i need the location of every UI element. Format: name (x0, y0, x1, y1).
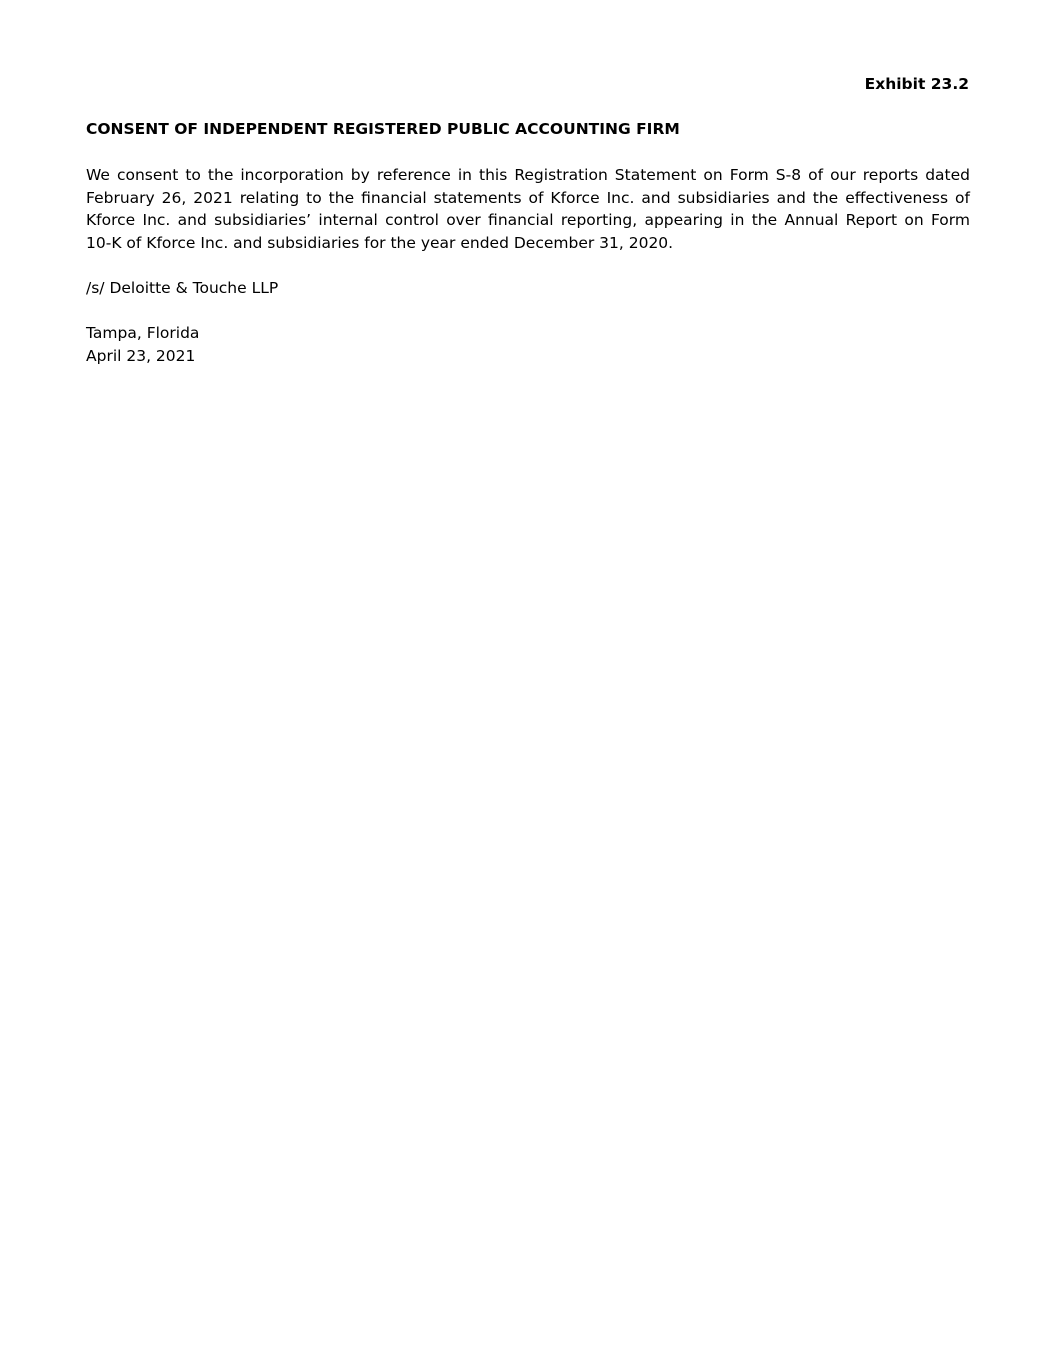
paragraph-line: February 26, 2021 relating to the financial statements of Kforce Inc. and subsidiaries and the effectiveness of (86, 188, 970, 207)
signature: /s/ Deloitte & Touche LLP (86, 279, 279, 297)
paragraph-line: Kforce Inc. and subsidiaries’ internal control over financial reporting, appearing in the Annual Report on Form (86, 211, 970, 230)
exhibit-label: Exhibit 23.2 (864, 75, 969, 93)
paragraph-line: 10-K of Kforce Inc. and subsidiaries for the year ended December 31, 2020. (86, 233, 674, 252)
consent-paragraph (86, 164, 970, 254)
document-title: CONSENT OF INDEPENDENT REGISTERED PUBLIC ACCOUNTING FIRM (86, 120, 680, 138)
signing-location: Tampa, Florida (86, 324, 200, 342)
signing-date: April 23, 2021 (86, 347, 196, 365)
paragraph-line: We consent to the incorporation by reference in this Registration Statement on Form S-8 of our reports dated (86, 166, 970, 184)
